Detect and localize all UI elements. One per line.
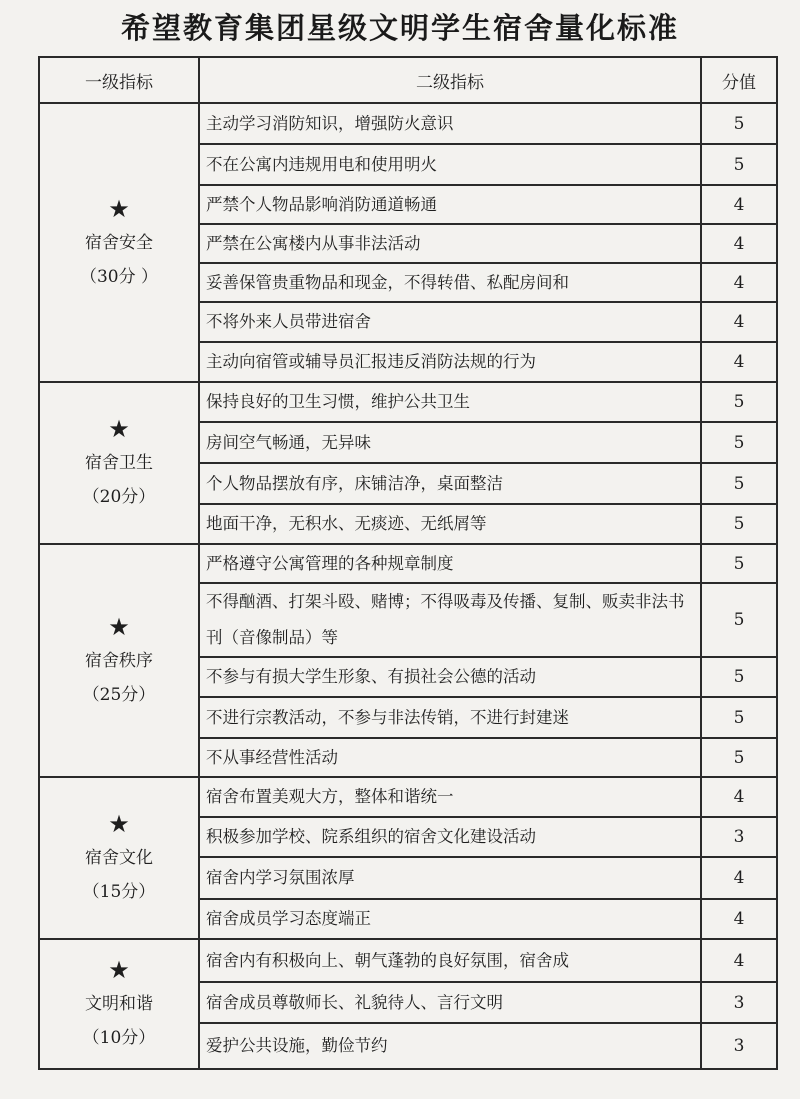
criterion-text: 积极参加学校、院系组织的宿舍文化建设活动	[199, 817, 701, 857]
criterion-score: 3	[701, 982, 777, 1023]
criterion-score: 4	[701, 185, 777, 224]
document-title: 希望教育集团星级文明学生宿舍量化标准	[120, 11, 679, 45]
criterion-score: 4	[701, 342, 777, 382]
criterion-score: 4	[701, 224, 777, 263]
criterion-score: 5	[701, 382, 777, 422]
star-icon: ★	[108, 810, 130, 838]
criterion-text: 不得酗酒、打架斗殴、赌博；不得吸毒及传播、复制、贩卖非法书刊（音像制品）等	[199, 583, 701, 657]
category-points: （20分）	[82, 487, 156, 507]
criterion-text: 主动学习消防知识，增强防火意识	[199, 103, 701, 144]
criterion-score: 4	[701, 302, 777, 342]
header-row	[39, 57, 777, 103]
criterion-text: 保持良好的卫生习惯，维护公共卫生	[199, 382, 701, 422]
star-icon: ★	[108, 194, 130, 223]
category-cell	[39, 103, 199, 382]
criterion-score: 5	[701, 504, 777, 544]
table-row	[39, 939, 777, 982]
criterion-text: 不在公寓内违规用电和使用明火	[199, 144, 701, 185]
criterion-text: 地面干净，无积水、无痰迹、无纸屑等	[199, 504, 701, 544]
header-level2: 二级指标	[199, 57, 701, 103]
category-name: 宿舍文化	[85, 848, 153, 868]
criterion-score: 4	[701, 899, 777, 939]
category-points: （25分）	[82, 684, 156, 705]
criterion-score: 5	[701, 583, 777, 657]
criterion-text: 爱护公共设施，勤俭节约	[199, 1023, 701, 1069]
table-row	[39, 544, 777, 583]
category-cell	[39, 382, 199, 544]
criterion-text: 宿舍成员尊敬师长、礼貌待人、言行文明	[199, 982, 701, 1023]
star-icon: ★	[108, 415, 130, 443]
header-score: 分值	[701, 57, 777, 103]
table-row	[39, 103, 777, 144]
criterion-text: 宿舍内学习氛围浓厚	[199, 857, 701, 899]
criterion-score: 4	[701, 263, 777, 302]
criterion-text: 严格遵守公寓管理的各种规章制度	[199, 544, 701, 583]
table-row	[39, 382, 777, 422]
criterion-text: 宿舍内有积极向上、朝气蓬勃的良好氛围，宿舍成	[199, 939, 701, 982]
criterion-score: 5	[701, 144, 777, 185]
category-cell	[39, 777, 199, 939]
criterion-score: 5	[701, 738, 777, 777]
table-row	[39, 777, 777, 817]
criterion-score: 5	[701, 422, 777, 463]
table-body	[39, 103, 777, 1069]
criterion-text: 宿舍成员学习态度端正	[199, 899, 701, 939]
criterion-text: 妥善保管贵重物品和现金，不得转借、私配房间和	[199, 263, 701, 302]
category-points: （30分 ）	[79, 266, 159, 287]
criterion-text: 不进行宗教活动，不参与非法传销，不进行封建迷	[199, 697, 701, 738]
criterion-score: 5	[701, 103, 777, 144]
criterion-text: 个人物品摆放有序，床铺洁净，桌面整洁	[199, 463, 701, 504]
criterion-score: 4	[701, 857, 777, 899]
category-points: （10分）	[82, 1028, 156, 1048]
category-name: 宿舍秩序	[85, 650, 153, 671]
criterion-text: 严禁个人物品影响消防通道畅通	[199, 185, 701, 224]
criterion-score: 4	[701, 939, 777, 982]
criterion-text: 不参与有损大学生形象、有损社会公德的活动	[199, 657, 701, 697]
category-cell	[39, 544, 199, 777]
category-points: （15分）	[82, 882, 156, 902]
criterion-text: 宿舍布置美观大方，整体和谐统一	[199, 777, 701, 817]
criterion-score: 5	[701, 544, 777, 583]
category-cell	[39, 939, 199, 1069]
criterion-score: 5	[701, 463, 777, 504]
criterion-score: 3	[701, 1023, 777, 1069]
star-icon: ★	[108, 956, 130, 984]
criterion-text: 不从事经营性活动	[199, 738, 701, 777]
category-name: 文明和谐	[85, 994, 153, 1014]
criterion-text: 严禁在公寓楼内从事非法活动	[199, 224, 701, 263]
criterion-score: 4	[701, 777, 777, 817]
header-level1: 一级指标	[39, 57, 199, 103]
star-icon: ★	[108, 612, 130, 641]
criterion-score: 3	[701, 817, 777, 857]
criterion-score: 5	[701, 657, 777, 697]
criterion-text: 主动向宿管或辅导员汇报违反消防法规的行为	[199, 342, 701, 382]
criterion-text: 不将外来人员带进宿舍	[199, 302, 701, 342]
category-name: 宿舍安全	[85, 232, 153, 253]
category-name: 宿舍卫生	[85, 453, 153, 473]
criterion-score: 5	[701, 697, 777, 738]
standards-table	[38, 56, 778, 1070]
criterion-text: 房间空气畅通，无异味	[199, 422, 701, 463]
